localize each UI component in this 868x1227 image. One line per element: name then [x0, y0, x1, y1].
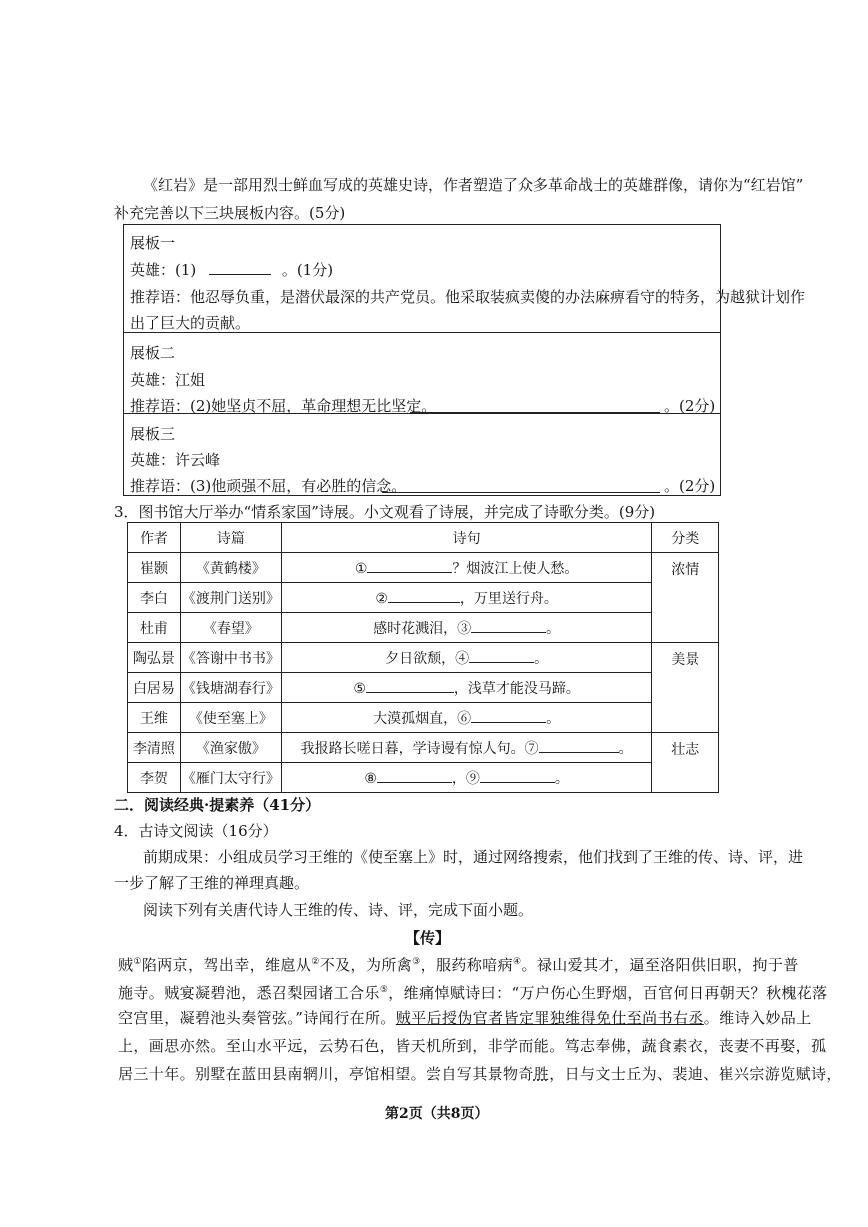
panel-1-title: 展板一 — [130, 234, 176, 252]
table-header-row — [128, 523, 719, 553]
verse-cell — [281, 613, 652, 643]
verse-post: ？烟波江上使人愁。 — [452, 560, 579, 577]
panel-1-hero-label: 英雄：(1) — [130, 261, 197, 279]
verse-mid: ，⑨ — [451, 770, 480, 787]
verse-pre: ⑧ — [364, 770, 377, 787]
author-cell: 李白 — [128, 583, 181, 613]
table-row — [128, 733, 719, 763]
verse-cell — [281, 673, 652, 703]
bio-line-5 — [118, 1060, 842, 1088]
author-cell: 李贺 — [128, 763, 181, 793]
verse-pre: 感时花溅泪，③ — [373, 620, 472, 637]
footnote-mark: ② — [311, 957, 320, 967]
table-row — [128, 673, 719, 703]
table-row — [128, 643, 719, 673]
bio-text: 陷两京，驾出幸，维扈从 — [141, 956, 312, 974]
verse-blank-9[interactable] — [480, 768, 555, 783]
verse-blank-6[interactable] — [471, 708, 546, 723]
p1-line-2: 一步了解了王维的禅理真趣。 — [114, 874, 310, 892]
page-footer: 第2页（共8页） — [385, 1106, 489, 1122]
panel-3-recommend: 推荐语：(3)他顽强不屈，有必胜的信念。 — [130, 477, 407, 495]
intro-line-1: 《红岩》是一部用烈士鲜血写成的英雄史诗，作者塑造了众多革命战士的英雄群像，请你为“红岩馆” — [143, 176, 804, 194]
panel-3-score: 。(2分) — [664, 477, 716, 495]
bio-line-1 — [118, 948, 799, 979]
footnote-mark: ③ — [412, 957, 421, 967]
verse-blank-7[interactable] — [539, 738, 619, 753]
answer-blank-3[interactable] — [382, 478, 660, 493]
q3-prompt: 3．图书馆大厅举办“情系家国”诗展。小文观看了诗展，并完成了诗歌分类。(9分) — [114, 503, 656, 521]
bio-text: ，日与文士丘为、裴迪、崔兴宗游览赋诗， — [549, 1065, 842, 1083]
bio-text: 贼 — [118, 956, 134, 974]
poem-cell: 《钱塘湖春行》 — [180, 673, 281, 703]
panel-2-title: 展板二 — [130, 344, 176, 362]
table-row — [128, 583, 719, 613]
verse-blank-2[interactable] — [388, 588, 460, 603]
poem-cell: 《答谢中书书》 — [180, 643, 281, 673]
table-row — [128, 763, 719, 793]
poem-cell: 《使至塞上》 — [180, 703, 281, 733]
verse-cell — [281, 733, 652, 763]
verse-post: ，浅草才能没马蹄。 — [453, 680, 580, 697]
author-cell: 王维 — [128, 703, 181, 733]
category-cell: 浓情 — [652, 553, 719, 643]
author-cell: 崔颢 — [128, 553, 181, 583]
poem-cell: 《雁门太守行》 — [180, 763, 281, 793]
panel-3-title: 展板三 — [130, 425, 176, 443]
author-cell: 陶弘景 — [128, 643, 181, 673]
author-cell: 李清照 — [128, 733, 181, 763]
bio-text: ，服药称喑病 — [420, 956, 514, 974]
section-2-heading: 二．阅读经典·提素养（41分） — [114, 796, 321, 814]
poem-cell: 《春望》 — [180, 613, 281, 643]
verse-post: ，万里送行舟。 — [459, 590, 558, 607]
verse-cell — [281, 703, 652, 733]
verse-cell — [281, 583, 652, 613]
footnote-mark: ① — [133, 957, 142, 967]
answer-blank-2[interactable] — [410, 398, 660, 413]
bio-line-2 — [118, 976, 828, 1007]
bio-text: 不及，为所禽 — [319, 956, 413, 974]
category-cell: 美景 — [652, 643, 719, 733]
verse-blank-1[interactable] — [367, 558, 452, 573]
poem-table — [127, 522, 719, 793]
bio-line-3 — [118, 1004, 812, 1032]
bio-text: 空宫里，凝碧池头奏管弦。”诗闻行在所。 — [118, 1009, 396, 1027]
q4-heading: 4．古诗文阅读（16分） — [114, 822, 278, 840]
header-poem: 诗篇 — [180, 523, 281, 553]
bio-text: 。禄山爱其才，逼至洛阳供旧职，拘于普 — [521, 956, 799, 974]
bio-text: ，维痛悼赋诗曰：“万户伤心生野烟，百官何日再朝天？秋槐花落 — [388, 984, 828, 1002]
verse-cell — [281, 763, 652, 793]
panel-1-hero-tail: 。(1分) — [281, 261, 334, 279]
table-row — [128, 703, 719, 733]
underlined-sentence: 贼平后授伪官者皆定罪独维得免仕至尚书右丞 — [395, 1009, 704, 1027]
bio-text: 施寺。贼宴凝碧池，悉召梨园诸工合乐 — [118, 984, 380, 1002]
verse-post: 。 — [554, 770, 569, 787]
panel-3-hero: 英雄：许云峰 — [130, 451, 221, 469]
poem-cell: 《黄鹤楼》 — [180, 553, 281, 583]
verse-blank-5[interactable] — [366, 678, 454, 693]
verse-pre: ① — [354, 560, 368, 577]
panel-1-recommend-2: 出了巨大的贡献。 — [130, 314, 251, 332]
answer-blank-1[interactable] — [209, 260, 271, 275]
table-row — [128, 553, 719, 583]
verse-post: 。 — [618, 740, 633, 757]
header-author: 作者 — [128, 523, 181, 553]
panel-1-recommend-1: 推荐语：他忍辱负重，是潜伏最深的共产党员。他采取装疯卖傻的办法麻痹看守的特务，为越狱计划作 — [130, 288, 806, 306]
verse-post: 。 — [534, 650, 549, 667]
verse-pre: ⑤ — [353, 680, 366, 697]
verse-post: 。 — [546, 710, 561, 727]
verse-blank-8[interactable] — [377, 768, 452, 783]
header-category: 分类 — [652, 523, 719, 553]
poem-cell: 《渡荆门送别》 — [180, 583, 281, 613]
poem-cell: 《渔家傲》 — [180, 733, 281, 763]
author-cell: 白居易 — [128, 673, 181, 703]
panel-1-hero — [130, 260, 333, 280]
footnote-mark: ⑤ — [379, 985, 389, 995]
bio-text: 。维诗入妙品上 — [703, 1009, 812, 1027]
p2: 阅读下列有关唐代诗人王维的传、诗、评，完成下面小题。 — [143, 901, 534, 919]
emphasized-char: 胜 — [533, 1065, 550, 1083]
table-row — [128, 613, 719, 643]
verse-cell — [281, 553, 652, 583]
verse-pre: 大漠孤烟直，⑥ — [373, 710, 472, 727]
panel-2-score: 。(2分) — [664, 397, 716, 415]
verse-pre: ② — [375, 590, 388, 607]
footnote-mark: ④ — [513, 957, 522, 967]
verse-pre: 夕日欲颓，④ — [385, 650, 470, 667]
verse-post: 。 — [546, 620, 561, 637]
author-cell: 杜甫 — [128, 613, 181, 643]
panel-2-recommend: 推荐语：(2)她坚贞不屈，革命理想无比坚定。 — [130, 397, 437, 415]
verse-cell — [281, 643, 652, 673]
panel-2-hero: 英雄：江姐 — [130, 371, 206, 389]
category-cell: 壮志 — [652, 733, 719, 793]
verse-pre: 我报路长嗟日暮，学诗谩有惊人句。⑦ — [300, 740, 539, 757]
verse-blank-4[interactable] — [469, 648, 534, 663]
bio-title: 【传】 — [405, 929, 451, 947]
bio-text: 居三十年。别墅在蓝田县南辋川，亭馆相望。尝自写其景物奇 — [118, 1065, 534, 1083]
intro-line-2: 补充完善以下三块展板内容。(5分) — [114, 204, 346, 222]
header-verse: 诗句 — [281, 523, 652, 553]
p1-line-1: 前期成果：小组成员学习王维的《使至塞上》时，通过网络搜索，他们找到了王维的传、诗、评，进 — [143, 848, 804, 866]
verse-blank-3[interactable] — [471, 618, 546, 633]
bio-line-4: 上，画思亦然。至山水平远，云势石色，皆天机所到，非学而能。笃志奉佛，蔬食素衣，丧妻不再娶，孤 — [118, 1037, 827, 1055]
